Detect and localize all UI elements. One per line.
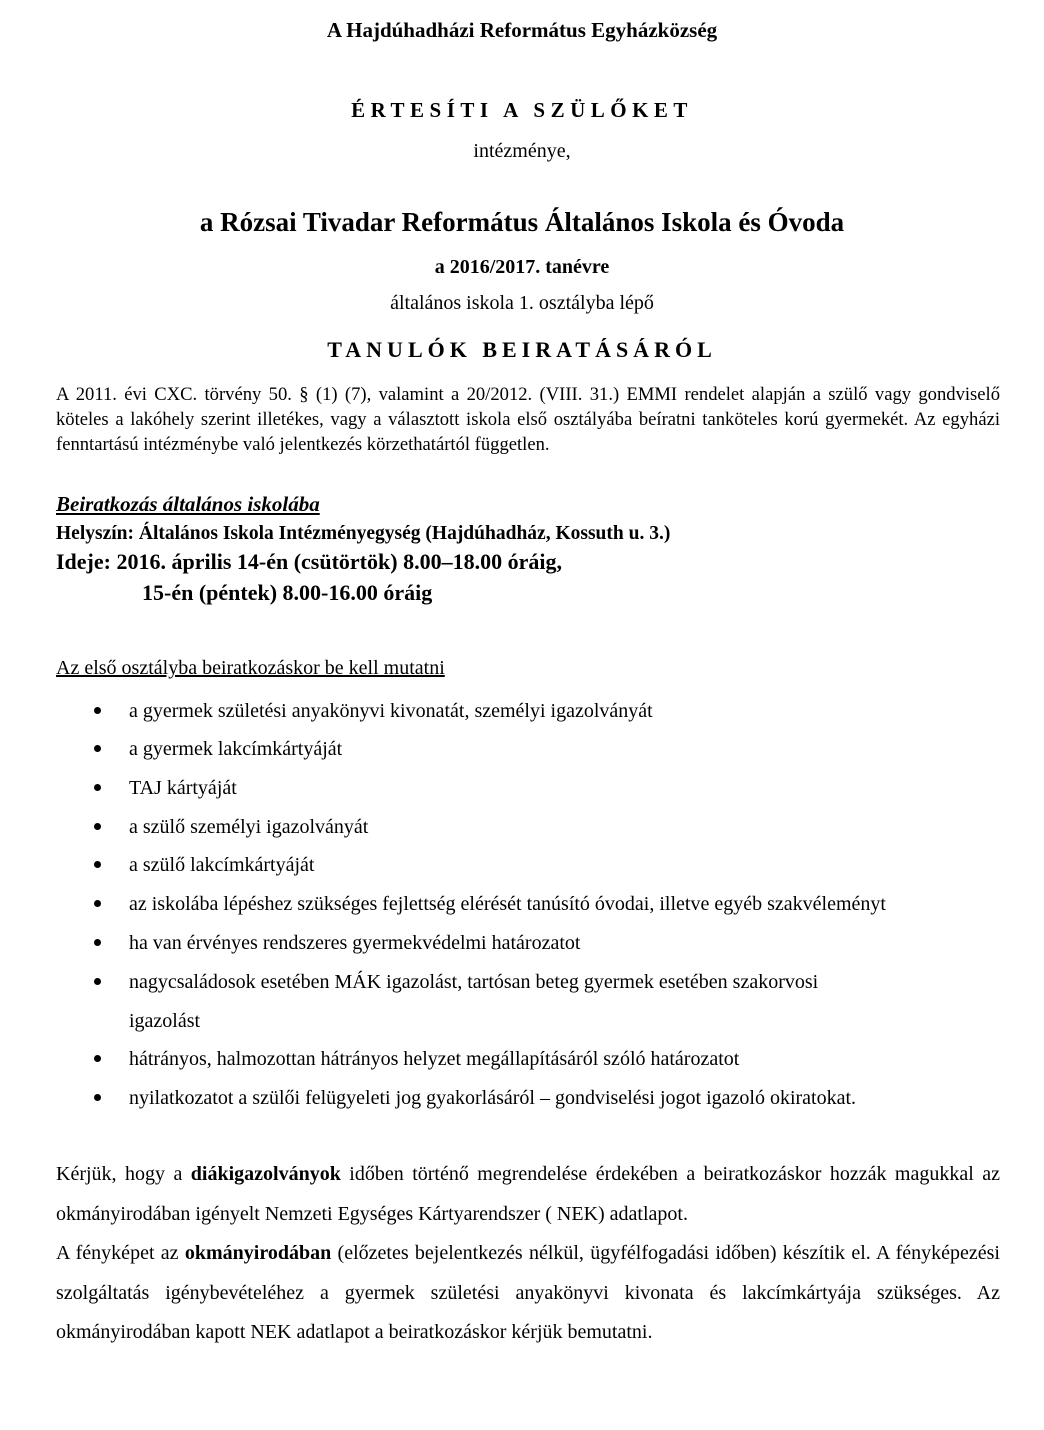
photo-paragraph-text-a: A fényképet az [56,1242,185,1264]
bullet-icon [91,742,103,754]
bullet-icon [91,858,103,870]
grade-line: általános iskola 1. osztályba lépő [390,292,654,314]
list-item: nagycsaládosok esetében MÁK igazolást, tartósan beteg gyermek esetében szakorvosi [129,971,819,993]
requirements-heading: Az első osztályba beiratkozáskor be kell mutatni [56,657,445,679]
list-item: hátrányos, halmozottan hátrányos helyzet megállapításáról szóló határozatot [129,1048,740,1070]
list-item: a gyermek születési anyakönyvi kivonatát, személyi igazolványát [129,700,653,722]
notice-heading: ÉRTESÍTI A SZÜLŐKET [351,98,693,122]
subject-heading: TANULÓK BEIRATÁSÁRÓL [327,337,717,362]
list-item: a gyermek lakcímkártyáját [129,738,343,760]
list-item: TAJ kártyáját [129,777,237,799]
list-item: a szülő személyi igazolványát [129,816,369,838]
bullet-icon [91,1091,103,1103]
institution-word: intézménye, [473,140,571,162]
bullet-icon [91,781,103,793]
photo-paragraph [56,1234,1000,1353]
photo-paragraph-text-b: (előzetes bejelentkezés nélkül, ügyfélfogadási időben) készítik el. A fényképezési szolgáltatás igénybevételéhez a gyermek születési anyakönyvi kivonata és lakcímkártyája szükséges. Az okmányirodában kapott NEK adatlapot a beiratkozáskor kérjük bemutatni. [56,1242,1000,1343]
bullet-icon [91,936,103,948]
enrollment-location: Helyszín: Általános Iskola Intézményegység (Hajdúhadház, Kossuth u. 3.) [56,523,671,544]
photo-paragraph-bold: okmányirodában [184,1242,332,1264]
bullet-icon [91,897,103,909]
nek-paragraph-bold: diákigazolványok [190,1163,341,1185]
list-item-continuation: igazolást [129,1010,201,1032]
bullet-icon [91,1052,103,1064]
enrollment-heading: Beiratkozás általános iskolába [56,492,320,516]
bullet-icon [91,820,103,832]
nek-paragraph-text-a: Kérjük, hogy a [56,1163,191,1185]
bullet-icon [91,975,103,987]
enrollment-time-line2: 15-én (péntek) 8.00-16.00 óráig [142,580,433,605]
list-item: ha van érvényes rendszeres gyermekvédelmi határozatot [129,932,581,954]
list-item: nyilatkozatot a szülői felügyeleti jog gyakorlásáról – gondviselési jogot igazoló okiratokat. [129,1087,857,1109]
nek-paragraph [56,1155,1000,1234]
school-year: a 2016/2017. tanévre [434,256,610,278]
parish-title: A Hajdúhadházi Református Egyházközség [326,18,718,42]
list-item: a szülő lakcímkártyáját [129,854,315,876]
enrollment-time-line1: Ideje: 2016. április 14-én (csütörtök) 8.00–18.00 óráig, [56,549,562,574]
list-item: az iskolába lépéshez szükséges fejlettség elérését tanúsító óvodai, illetve egyéb szakvéleményt [129,893,886,915]
intro-paragraph: A 2011. évi CXC. törvény 50. § (1) (7), valamint a 20/2012. (VIII. 31.) EMMI rendelet alapján a szülő vagy gondviselő köteles a lakóhely szerint illetékes, vagy a választott iskola első osztályába beíratni tanköteles korú gyermekét. Az egyházi fenntartású intézménybe való jelentkezés körzethatártól független. [56,384,1000,455]
school-name: a Rózsai Tivadar Református Általános Iskola és Óvoda [199,207,845,237]
nek-paragraph-text-b: időben történő megrendelése érdekében a beiratkozáskor hozzák magukkal az okmányirodában igényelt Nemzeti Egységes Kártyarendszer ( NEK) adatlapot. [56,1163,1001,1225]
bullet-icon [91,704,103,716]
